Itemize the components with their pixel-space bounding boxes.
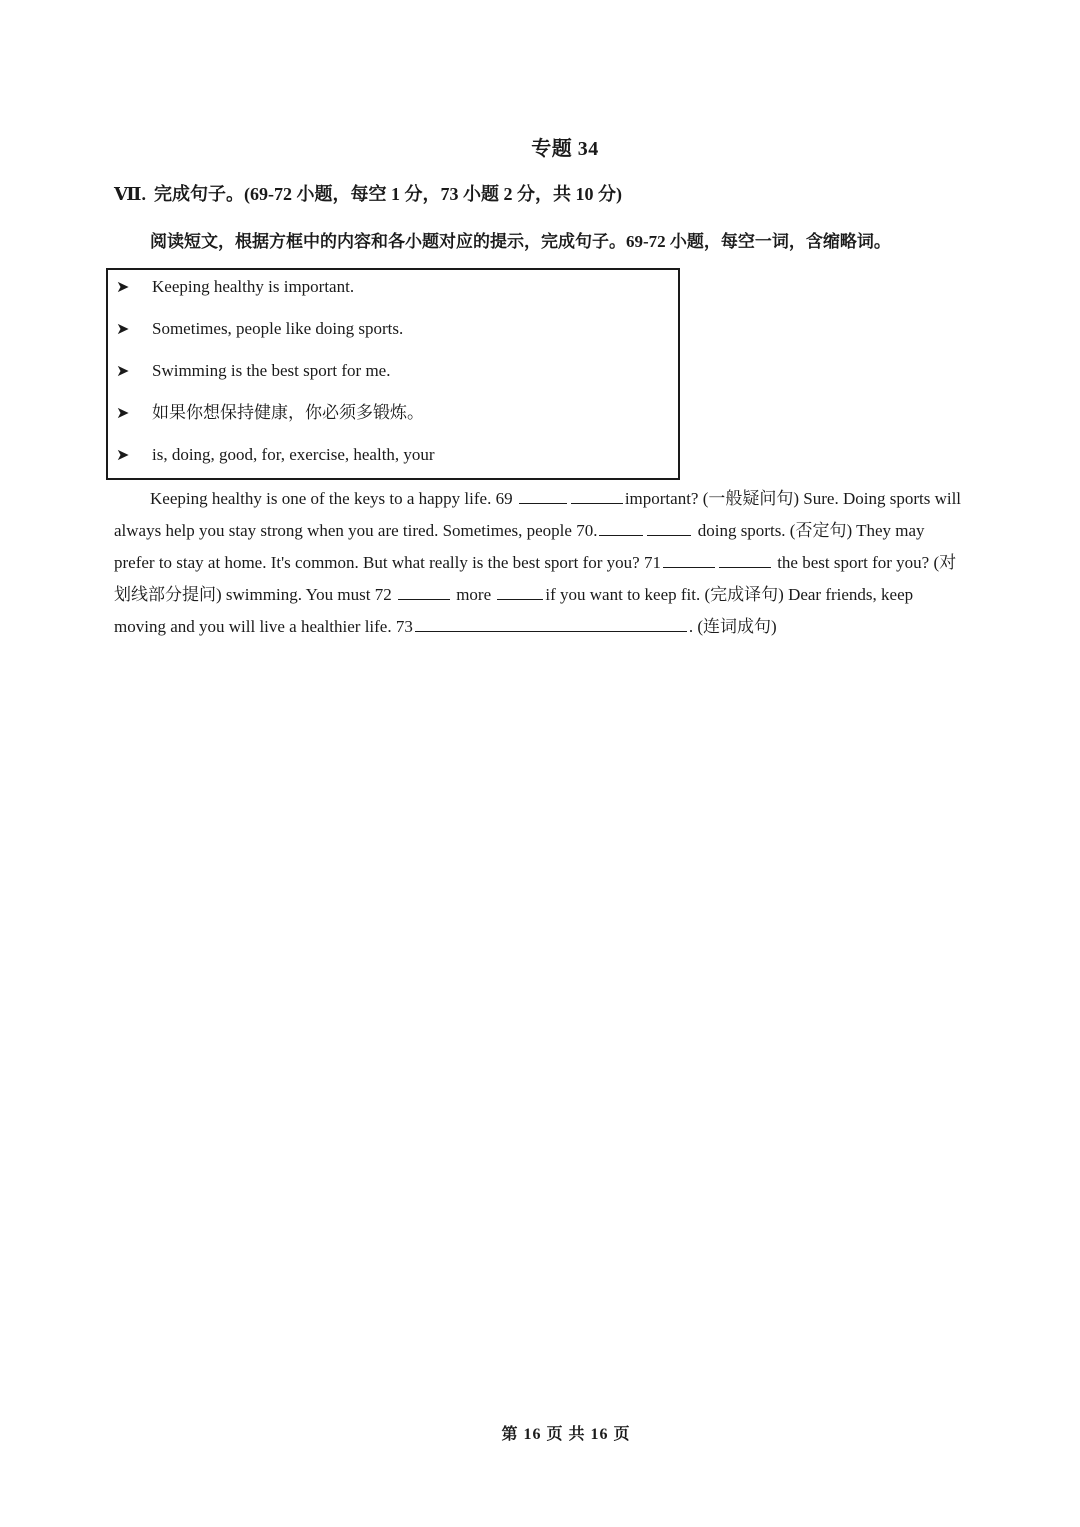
arrow-bullet-icon: ➤ xyxy=(116,445,130,464)
answer-blank-72b[interactable] xyxy=(497,581,543,600)
answer-blank-70b[interactable] xyxy=(647,517,691,536)
hint-text: 如果你想保持健康，你必须多锻炼。 xyxy=(152,403,424,422)
arrow-bullet-icon: ➤ xyxy=(116,403,130,422)
passage-line xyxy=(114,611,777,643)
hint-item xyxy=(116,314,403,344)
passage-text: always help you stay strong when you are tired. Sometimes, people 70. xyxy=(114,521,598,540)
passage-text: prefer to stay at home. It's common. But what really is the best sport for you? 71 xyxy=(114,553,661,572)
hint-item xyxy=(116,398,424,428)
hint-text: is, doing, good, for, exercise, health, your xyxy=(152,445,435,464)
hint-item xyxy=(116,356,390,386)
passage-line xyxy=(114,515,925,547)
passage-text: important? (一般疑问句) Sure. Doing sports will xyxy=(624,489,962,508)
passage-line xyxy=(114,547,956,579)
passage-text: moving and you will live a healthier life. 73 xyxy=(114,617,413,636)
instructions: 阅读短文，根据方框中的内容和各小题对应的提示，完成句子。69-72 小题，每空一词，含缩略词。 xyxy=(150,232,891,251)
arrow-bullet-icon: ➤ xyxy=(116,277,130,296)
arrow-bullet-icon: ➤ xyxy=(116,361,130,380)
answer-blank-71b[interactable] xyxy=(719,549,771,568)
section-heading-text: 完成句子。(69-72 小题，每空 1 分，73 小题 2 分，共 10 分) xyxy=(153,184,622,204)
passage-text: doing sports. (否定句) They may xyxy=(697,521,925,540)
passage-text: Keeping healthy is one of the keys to a happy life. 69 xyxy=(150,489,513,508)
hint-text: Swimming is the best sport for me. xyxy=(152,361,391,380)
arrow-bullet-icon: ➤ xyxy=(116,319,130,338)
passage-line xyxy=(114,579,913,611)
passage-line xyxy=(150,483,961,515)
hint-text: Keeping healthy is important. xyxy=(152,277,355,296)
answer-blank-72a[interactable] xyxy=(398,581,450,600)
hint-box xyxy=(106,268,680,480)
passage-text: 划线部分提问) swimming. You must 72 xyxy=(114,585,392,604)
hint-text: Sometimes, people like doing sports. xyxy=(152,319,404,338)
answer-blank-70a[interactable] xyxy=(599,517,643,536)
answer-blank-69b[interactable] xyxy=(571,485,623,504)
section-number: Ⅶ. xyxy=(114,184,146,204)
page-footer: 第 16 页 共 16 页 xyxy=(501,1426,631,1443)
hint-item xyxy=(116,440,435,470)
section-heading xyxy=(114,180,622,206)
passage-text: . (连词成句) xyxy=(688,617,777,636)
passage-text: if you want to keep fit. (完成译句) Dear friends, keep xyxy=(545,585,914,604)
page-title: 专题 34 xyxy=(531,138,599,160)
answer-blank-71a[interactable] xyxy=(663,549,715,568)
hint-item xyxy=(116,272,354,302)
passage-text: more xyxy=(456,585,492,604)
answer-blank-73[interactable] xyxy=(415,613,687,632)
answer-blank-69a[interactable] xyxy=(519,485,567,504)
passage-text: the best sport for you? (对 xyxy=(777,553,957,572)
